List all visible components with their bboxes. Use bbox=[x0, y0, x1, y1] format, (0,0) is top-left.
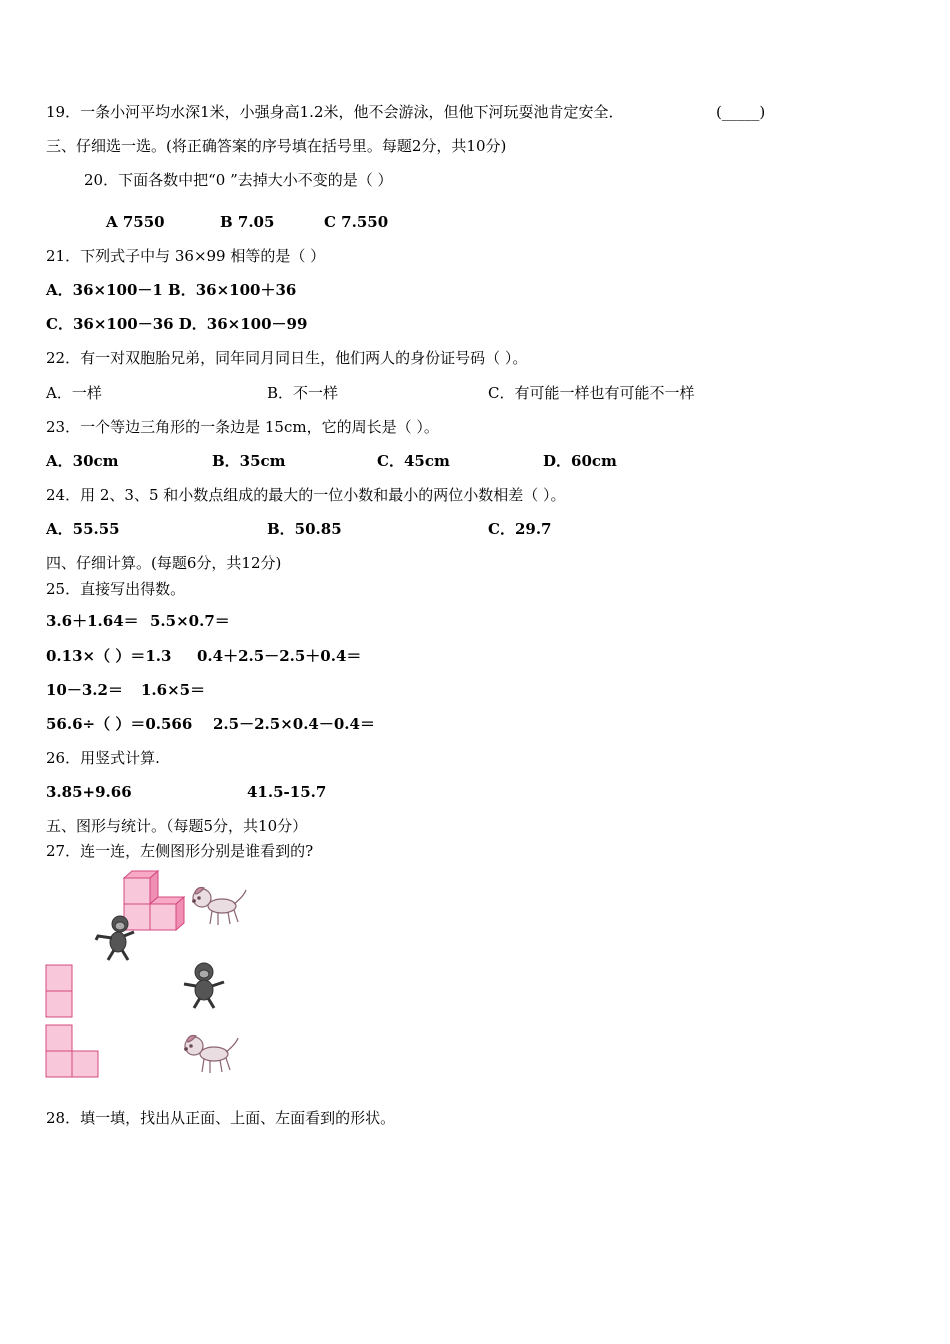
q23-option-b[interactable]: B．35cm bbox=[212, 452, 286, 470]
section-5-heading: 五、图形与统计。（每题5分，共10分） bbox=[46, 817, 308, 835]
q20-option-b[interactable]: B 7.05 bbox=[220, 213, 275, 231]
q25-item: 10－3.2＝ bbox=[46, 681, 123, 699]
section-4-heading: 四、仔细计算。(每题6分，共12分) bbox=[46, 554, 282, 572]
dog-icon bbox=[182, 1032, 240, 1076]
q20-option-a[interactable]: A 7550 bbox=[106, 213, 165, 231]
q21-options-row-1[interactable]: A．36×100－1 B．36×100＋36 bbox=[46, 281, 297, 299]
q20-text: 20．下面各数中把“0 ”去掉大小不变的是（ ） bbox=[84, 171, 393, 189]
q22-option-a[interactable]: A．一样 bbox=[46, 384, 102, 402]
q28-text: 28．填一填，找出从正面、上面、左面看到的形状。 bbox=[46, 1109, 396, 1127]
q23-option-c[interactable]: C．45cm bbox=[377, 452, 450, 470]
monkey-icon bbox=[92, 914, 140, 962]
q26-item: 41.5-15.7 bbox=[247, 783, 327, 801]
q25-item: 0.13×（ ）＝1.3 bbox=[46, 647, 172, 665]
q25-item: 5.5×0.7＝ bbox=[150, 612, 230, 630]
q23-option-a[interactable]: A．30cm bbox=[46, 452, 119, 470]
q26-item: 3.85+9.66 bbox=[46, 783, 132, 801]
q24-option-b[interactable]: B．50.85 bbox=[267, 520, 342, 538]
q24-text: 24．用 2、3、5 和小数点组成的最大的一位小数和最小的两位小数相差（ ）。 bbox=[46, 486, 566, 504]
q22-option-b[interactable]: B．不一样 bbox=[267, 384, 339, 402]
q22-text: 22．有一对双胞胎兄弟，同年同月同日生，他们两人的身份证号码（ ）。 bbox=[46, 349, 528, 367]
q23-text: 23．一个等边三角形的一条边是 15cm，它的周长是（ ）。 bbox=[46, 418, 439, 436]
q19-text: 19．一条小河平均水深1米，小强身高1.2米，他不会游泳，但他下河玩耍池肯定安全． bbox=[46, 103, 624, 121]
shape-two-squares-vertical bbox=[45, 964, 73, 1018]
q21-text: 21．下列式子中与 36×99 相等的是（ ） bbox=[46, 247, 326, 265]
q22-option-c[interactable]: C．有可能一样也有可能不一样 bbox=[488, 384, 695, 402]
q24-option-c[interactable]: C．29.7 bbox=[488, 520, 552, 538]
q19-answer-blank[interactable]: (_____) bbox=[716, 103, 766, 121]
shape-l-three-squares bbox=[45, 1024, 99, 1078]
q24-option-a[interactable]: A．55.55 bbox=[46, 520, 120, 538]
monkey-icon bbox=[182, 962, 228, 1010]
dog-icon bbox=[190, 884, 248, 928]
q23-option-d[interactable]: D．60cm bbox=[543, 452, 617, 470]
q26-text: 26．用竖式计算. bbox=[46, 749, 160, 767]
q21-options-row-2[interactable]: C．36×100－36 D．36×100－99 bbox=[46, 315, 308, 333]
section-3-heading: 三、仔细选一选。(将正确答案的序号填在括号里。每题2分，共10分) bbox=[46, 137, 507, 155]
q25-text: 25．直接写出得数。 bbox=[46, 580, 186, 598]
q25-item: 3.6＋1.64＝ bbox=[46, 612, 139, 630]
q25-item: 56.6÷（ ）＝0.566 bbox=[46, 715, 193, 733]
q27-text: 27．连一连，左侧图形分别是谁看到的? bbox=[46, 842, 314, 860]
q20-option-c[interactable]: C 7.550 bbox=[324, 213, 389, 231]
q25-item: 0.4＋2.5－2.5＋0.4＝ bbox=[197, 647, 362, 665]
q25-item: 1.6×5＝ bbox=[141, 681, 206, 699]
q25-item: 2.5－2.5×0.4－0.4＝ bbox=[213, 715, 375, 733]
